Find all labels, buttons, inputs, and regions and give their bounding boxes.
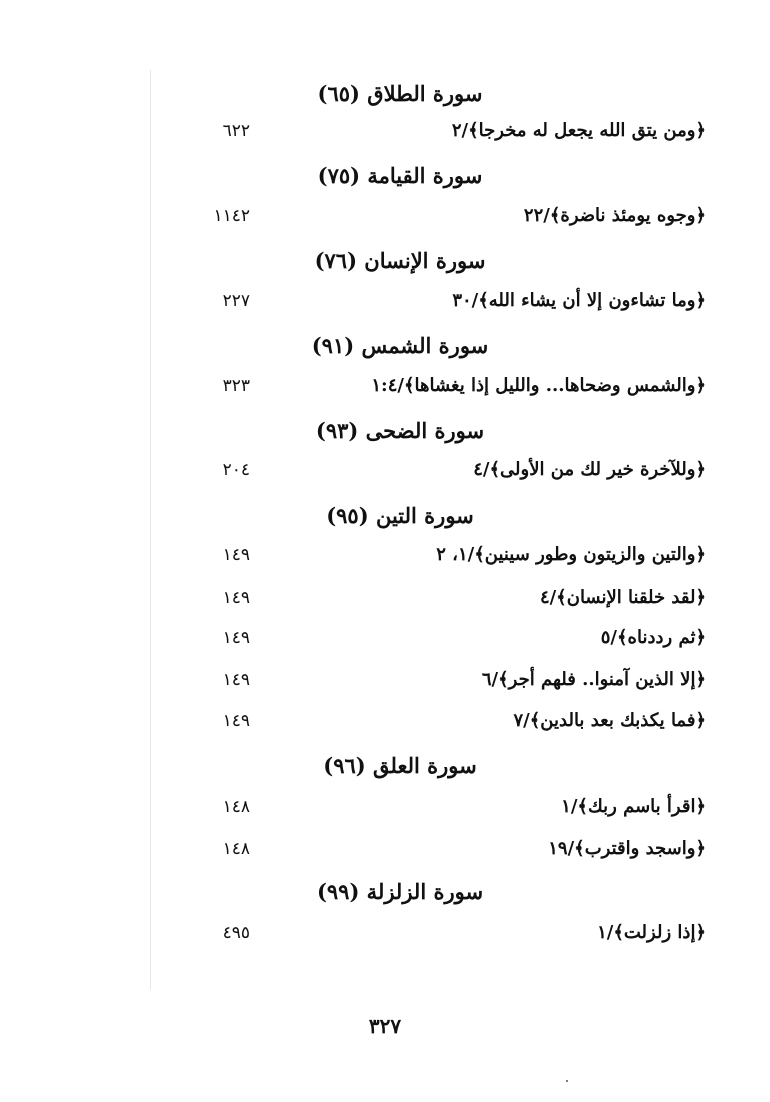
verse-text: ﴿إذا زلزلت﴾/١ <box>597 922 706 943</box>
page-reference: ١١٤٢ <box>213 206 250 226</box>
surah-heading: سورة الشمس (٩١) <box>311 333 489 358</box>
page-reference: ١٤٨ <box>222 797 250 817</box>
surah-heading: سورة التين (٩٥) <box>326 503 474 528</box>
verse-text: ﴿اقرأ باسم ربك﴾/١ <box>561 796 706 817</box>
index-entry <box>0 286 770 316</box>
index-entry <box>0 665 770 695</box>
index-entry <box>0 706 770 736</box>
page-reference: ١٤٨ <box>222 839 250 859</box>
surah-heading: سورة العلق (٩٦) <box>323 753 477 778</box>
page-reference: ١٤٩ <box>222 670 250 690</box>
verse-text: ﴿وللآخرة خير لك من الأولى﴾/٤ <box>473 459 706 480</box>
verse-text: ﴿والتين والزيتون وطور سينين﴾/١، ٢ <box>436 544 706 565</box>
index-entry <box>0 371 770 401</box>
verse-text: ﴿فما يكذبك بعد بالدين﴾/٧ <box>513 710 706 731</box>
verse-text: ﴿واسجد واقترب﴾/١٩ <box>548 838 706 859</box>
surah-heading: سورة الضحى (٩٣) <box>315 418 485 443</box>
index-entry <box>0 201 770 231</box>
page-reference: ١٤٩ <box>222 711 250 731</box>
index-entry <box>0 116 770 146</box>
page-reference: ٢٠٤ <box>222 460 250 480</box>
page-reference: ١٤٩ <box>222 545 250 565</box>
verse-text: ﴿وجوه يومئذ ناضرة﴾/٢٢ <box>523 205 706 226</box>
index-entry <box>0 583 770 613</box>
index-entry <box>0 540 770 570</box>
scan-speck <box>566 1080 568 1082</box>
verse-text: ﴿والشمس وضحاها... والليل إذا يغشاها﴾/١:٤ <box>371 375 706 396</box>
index-entry <box>0 918 770 948</box>
page-reference: ٣٢٣ <box>222 376 250 396</box>
surah-heading: سورة القيامة (٧٥) <box>317 163 483 188</box>
surah-heading: سورة الطلاق (٦٥) <box>317 81 483 106</box>
index-entry <box>0 623 770 653</box>
page-reference: ٢٢٧ <box>222 291 250 311</box>
index-entry <box>0 455 770 485</box>
surah-heading: سورة الإنسان (٧٦) <box>314 248 486 273</box>
page-reference: ٤٩٥ <box>222 923 250 943</box>
verse-text: ﴿ومن يتق الله يجعل له مخرجا﴾/٢ <box>451 120 706 141</box>
page-number: ٣٢٧ <box>368 1014 402 1038</box>
verse-text: ﴿وما تشاءون إلا أن يشاء الله﴾/٣٠ <box>452 290 706 311</box>
verse-text: ﴿ثم رددناه﴾/٥ <box>600 627 706 648</box>
page-reference: ٦٢٢ <box>222 121 250 141</box>
verse-text: ﴿إلا الذين آمنوا.. فلهم أجر﴾/٦ <box>481 669 706 690</box>
surah-heading: سورة الزلزلة (٩٩) <box>316 879 484 904</box>
index-entry <box>0 834 770 864</box>
index-entry <box>0 792 770 822</box>
page-reference: ١٤٩ <box>222 588 250 608</box>
verse-text: ﴿لقد خلقنا الإنسان﴾/٤ <box>539 587 706 608</box>
page-reference: ١٤٩ <box>222 628 250 648</box>
